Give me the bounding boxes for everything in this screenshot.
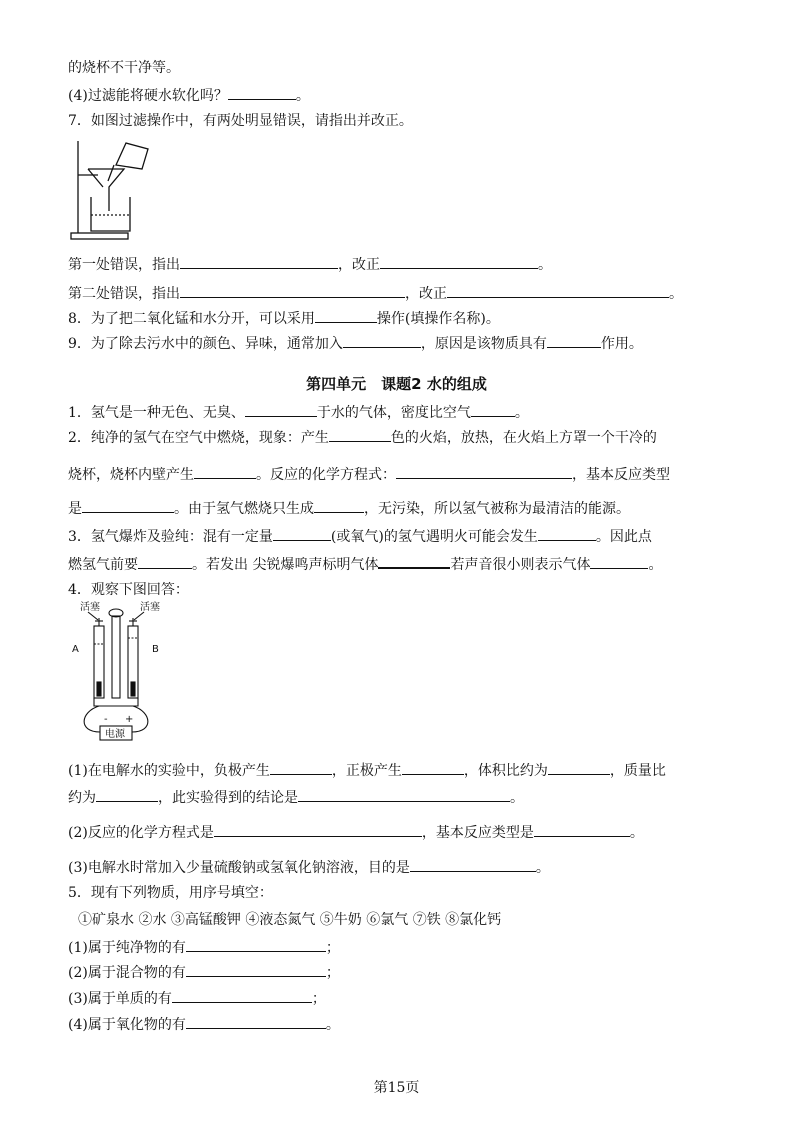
beaker	[91, 197, 130, 231]
q5-part-1: (1)属于纯净物的有 ；	[68, 937, 340, 958]
answer-blank[interactable]	[180, 283, 405, 298]
answer-blank[interactable]	[186, 937, 326, 952]
answer-blank[interactable]	[534, 822, 630, 837]
answer-blank[interactable]	[186, 1014, 326, 1029]
text-line: 的烧杯不干净等。	[68, 60, 180, 76]
valve-label-right: 活塞	[140, 602, 160, 613]
plus-sign: +	[125, 714, 134, 725]
pouring-beaker	[116, 143, 148, 169]
answer-blank[interactable]	[548, 760, 610, 775]
s2-question-5: 5．现有下列物质，用序号填空：	[68, 885, 273, 901]
q5-part-4: (4)属于氧化物的有 。	[68, 1014, 340, 1035]
part-3: (3)电解水时常加入少量硫酸钠或氢氧化钠溶液，目的是 。	[68, 857, 550, 878]
answer-blank[interactable]	[402, 760, 464, 775]
s2-question-1: 1．氢气是一种无色、无臭、 于水的气体，密度比空气 。	[68, 402, 529, 423]
answer-blank[interactable]	[245, 402, 317, 417]
liquid-stream	[108, 165, 114, 181]
filtration-apparatus-figure	[68, 135, 158, 245]
question-4: (4)过滤能将硬水软化吗？ 。	[68, 85, 310, 106]
s2-question-4: 4．观察下图回答：	[68, 582, 189, 598]
part-2: (2)反应的化学方程式是 ，基本反应类型是 。	[68, 822, 644, 843]
error-1: 第一处错误，指出 ，改正 。	[68, 254, 552, 275]
s2-question-3: 3．氢气爆炸及验纯：混有一定量 (或氧气)的氢气遇明火可能会发生 。因此点	[68, 526, 652, 547]
part-1: (1)在电解水的实验中，负极产生 ，正极产生 ，体积比约为 ，质量比	[68, 760, 666, 781]
electrolysis-apparatus-figure	[66, 604, 166, 754]
valve-label-left: 活塞	[80, 602, 100, 613]
answer-blank[interactable]	[172, 988, 312, 1003]
answer-blank[interactable]	[314, 498, 364, 513]
right-electrode	[131, 682, 135, 696]
answer-blank[interactable]	[547, 333, 601, 348]
section-title: 第四单元 课题2 水的组成	[306, 375, 487, 393]
answer-blank[interactable]	[270, 760, 332, 775]
answer-blank[interactable]	[343, 333, 421, 348]
answer-blank[interactable]	[380, 254, 538, 269]
question-9: 9．为了除去污水中的颜色、异味，通常加入 ，原因是该物质具有 作用。	[68, 333, 643, 354]
question-8: 8．为了把二氧化锰和水分开，可以采用 操作(填操作名称)。	[68, 308, 500, 329]
answer-blank[interactable]	[194, 464, 256, 479]
q5-part-3: (3)属于单质的有 ；	[68, 988, 326, 1009]
part-1-cont: 约为 ，此实验得到的结论是 。	[68, 787, 524, 808]
s2-question-3-cont: 燃氢气前要 。若发出 尖锐爆鸣声标明气体 若声音很小则表示气体 。	[68, 553, 662, 575]
answer-blank[interactable]	[228, 85, 296, 100]
tube-connector	[94, 698, 138, 706]
s2-question-2: 2．纯净的氢气在空气中燃烧，现象：产生 色的火焰，放热，在火焰上方罩一个干冷的	[68, 427, 657, 448]
label-a: A	[72, 644, 79, 655]
answer-blank[interactable]	[214, 822, 422, 837]
answer-blank[interactable]	[138, 554, 192, 569]
answer-blank[interactable]	[180, 254, 338, 269]
answer-blank[interactable]	[378, 553, 450, 569]
answer-blank[interactable]	[315, 308, 377, 323]
funnel	[88, 169, 124, 211]
question-7: 7．如图过滤操作中，有两处明显错误，请指出并改正。	[68, 113, 413, 129]
label-b: B	[152, 644, 159, 655]
s2-question-2-cont: 烧杯，烧杯内壁产生 。反应的化学方程式： ，基本反应类型	[68, 464, 670, 485]
error-2: 第二处错误，指出 ，改正 。	[68, 283, 683, 304]
power-label: 电源	[105, 729, 125, 740]
answer-blank[interactable]	[329, 427, 391, 442]
answer-blank[interactable]	[96, 787, 158, 802]
stand-base	[71, 233, 128, 239]
answer-blank[interactable]	[298, 787, 510, 802]
answer-blank[interactable]	[186, 962, 326, 977]
wire-left	[84, 706, 100, 732]
answer-blank[interactable]	[410, 857, 536, 872]
substance-list: ①矿泉水 ②水 ③高锰酸钾 ④液态氮气 ⑤牛奶 ⑥氯气 ⑦铁 ⑧氯化钙	[78, 912, 502, 928]
answer-blank[interactable]	[471, 402, 515, 417]
q5-part-2: (2)属于混合物的有 ；	[68, 962, 340, 983]
answer-blank[interactable]	[538, 526, 596, 541]
center-tube	[112, 616, 120, 698]
left-electrode	[97, 682, 101, 696]
answer-blank[interactable]	[273, 526, 331, 541]
page-number: 第15页	[373, 1080, 420, 1096]
answer-blank[interactable]	[396, 464, 572, 479]
answer-blank[interactable]	[447, 283, 669, 298]
wire-right	[132, 706, 148, 732]
answer-blank[interactable]	[590, 554, 648, 569]
minus-sign: -	[104, 714, 108, 725]
s2-question-2-cont2: 是 。由于氢气燃烧只生成 ，无污染，所以氢气被称为最清洁的能源。	[68, 498, 630, 519]
answer-blank[interactable]	[82, 498, 174, 513]
